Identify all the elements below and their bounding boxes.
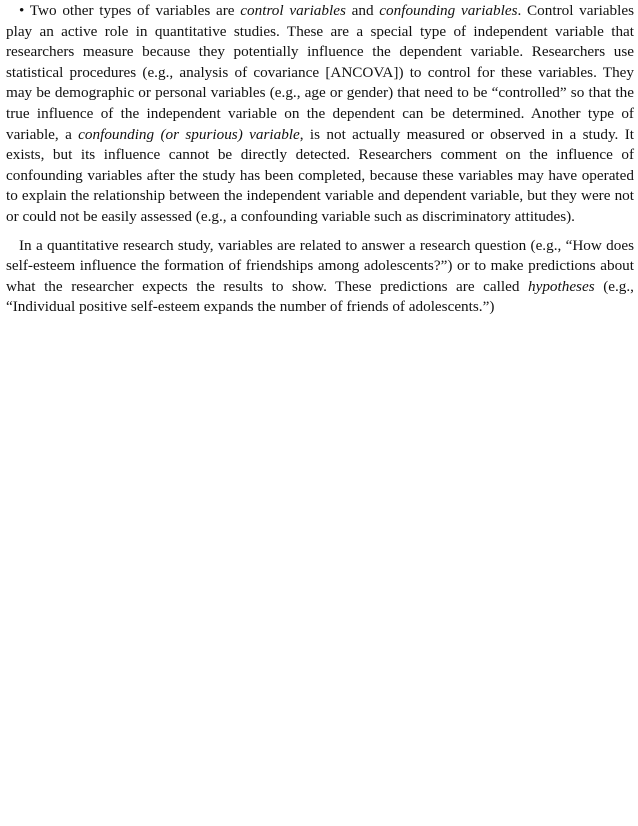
paragraph-text: , is not actually measured or observed in a study. It exists, but its influence cannot be directly detected. Researchers comment on the influence of confounding variables after the study has been completed, because these variables may have operated to explain the relationship between the independent variable and dependent variable, but they were not or could not be easily assessed (e.g., a confounding variable such as discriminatory attitudes).: [6, 125, 634, 225]
paragraph-text: In a quantitative research study, variables are related to answer a research question (e.g., “How does self-esteem influence the formation of friendships among adolescents?”) or to make predictions about what the researcher expects the results to show. These predictions are called: [6, 236, 634, 295]
paragraph-text: and: [345, 2, 380, 19]
term-control-variables: control variables: [240, 2, 346, 19]
bullet-marker: •: [19, 2, 25, 19]
term-hypotheses: hypotheses: [527, 277, 595, 295]
paragraph-text: (e.g., “Individual positive self-esteem expands the number of friends of adolescents.”): [6, 277, 634, 316]
term-confounding-spurious-variable: confounding (or spurious) variable: [78, 125, 300, 143]
paragraph-text: Two other types of variables are: [29, 2, 241, 19]
paragraph-hypotheses: [6, 236, 634, 318]
term-confounding-variables: confounding variables: [379, 2, 518, 19]
paragraph-text: . Control variables play an active role in quantitative studies. These are a special type of independent variable that researchers measure because they potentially influence the dependent variable. Researchers use statistical procedures (e.g., analysis of covariance [ANCOVA]) to control for these variables. They may be demographic or personal variables (e.g., age or gender) that need to be “controlled” so that the true influence of the independent variable on the dependent can be determined. Another type of variable, a: [6, 2, 635, 143]
paragraph-control-confounding-variables: [6, 0, 634, 228]
document-page: [6, 0, 634, 318]
